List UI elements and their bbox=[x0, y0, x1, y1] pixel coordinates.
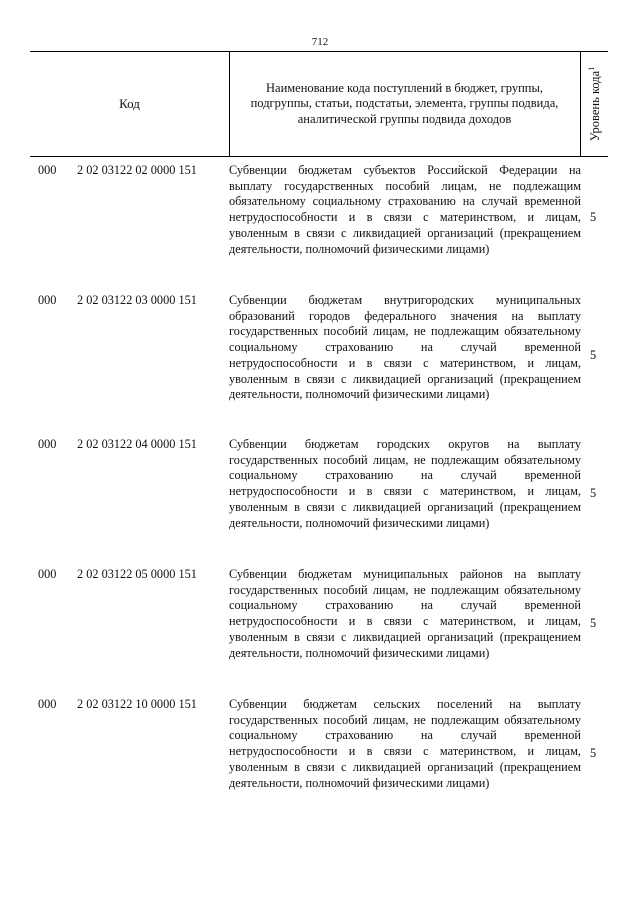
header-level-label: Уровень кода bbox=[588, 70, 603, 142]
header-level-footnote: 1 bbox=[586, 66, 596, 71]
revenue-description: Субвенции бюджетам внутригородских муниципальных образований городов федерального значения на выплату государственных пособий лицам, не подлежащим обязательному социальному страхованию на случай временной нетрудоспособности и в связи с материнством, и лицам, уволенным в связи с ликвидацией организаций (прекращением деятельности, полномочий физическими лицами) bbox=[229, 293, 581, 402]
revenue-code: 2 02 03122 02 0000 151 bbox=[77, 163, 197, 177]
revenue-description: Субвенции бюджетам сельских поселений на выплату государственных пособий лицам, не подлежащим обязательному социальному страхованию на случай временной нетрудоспособности и в связи с материнством, и лицам, уволенным в связи с ликвидацией организаций (прекращением деятельности, полномочий физическими лицами) bbox=[229, 697, 581, 790]
code-level: 5 bbox=[590, 348, 597, 362]
header-code: Код bbox=[30, 52, 230, 156]
revenue-code: 2 02 03122 03 0000 151 bbox=[77, 293, 197, 307]
header-level bbox=[582, 52, 608, 156]
admin-code: 000 bbox=[38, 697, 57, 711]
admin-code: 000 bbox=[38, 567, 57, 581]
admin-code: 000 bbox=[38, 293, 57, 307]
revenue-code: 2 02 03122 10 0000 151 bbox=[77, 697, 197, 711]
page-number: 712 bbox=[311, 36, 329, 48]
revenue-code: 2 02 03122 05 0000 151 bbox=[77, 567, 197, 581]
header-name: Наименование кода поступлений в бюджет, группы, подгруппы, статьи, подстатьи, элемента, группы подвида, аналитической группы подвида доходов bbox=[229, 52, 581, 156]
admin-code: 000 bbox=[38, 437, 57, 451]
revenue-description: Субвенции бюджетам городских округов на выплату государственных пособий лицам, не подлежащим обязательному социальному страхованию на случай временной нетрудоспособности и в связи с материнством, и лицам, уволенным в связи с ликвидацией организаций (прекращением деятельности, полномочий физическими лицами) bbox=[229, 437, 581, 530]
revenue-description: Субвенции бюджетам субъектов Российской Федерации на выплату государственных пособий лицам, не подлежащим обязательному социальному страхованию на случай временной нетрудоспособности и в связи с материнством, и лицам, уволенным в связи с ликвидацией организаций (прекращением деятельности, полномочий физическими лицами) bbox=[229, 163, 581, 256]
code-level: 5 bbox=[590, 486, 597, 500]
admin-code: 000 bbox=[38, 163, 57, 177]
table-header bbox=[30, 51, 608, 157]
code-level: 5 bbox=[590, 746, 597, 760]
code-level: 5 bbox=[590, 616, 597, 630]
revenue-code: 2 02 03122 04 0000 151 bbox=[77, 437, 197, 451]
code-level: 5 bbox=[590, 210, 597, 224]
revenue-description: Субвенции бюджетам муниципальных районов на выплату государственных пособий лицам, не подлежащим обязательному социальному страхованию на случай временной нетрудоспособности и в связи с материнством, и лицам, уволенным в связи с ликвидацией организаций (прекращением деятельности, полномочий физическими лицами) bbox=[229, 567, 581, 660]
